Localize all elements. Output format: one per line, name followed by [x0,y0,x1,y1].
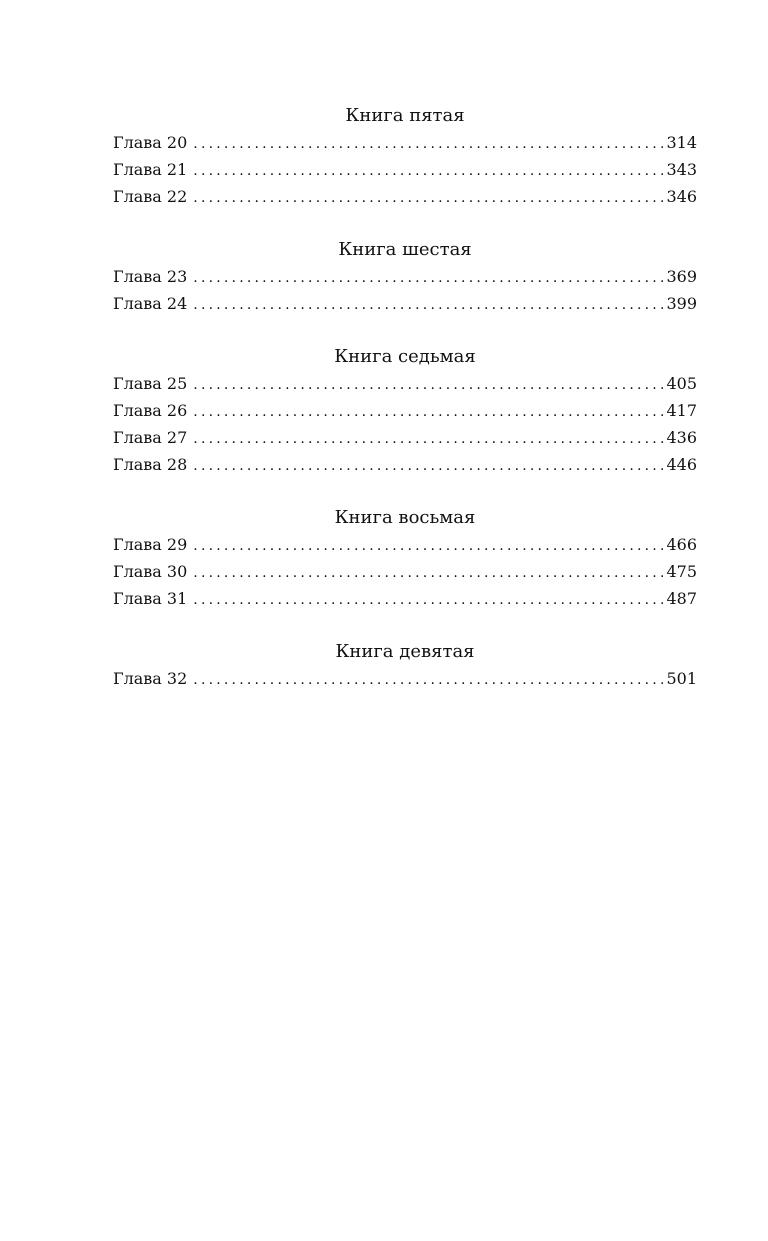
page-number: 399 [666,294,697,313]
toc-entry[interactable] [113,531,697,558]
chapter-label: Глава 27 [113,428,188,447]
page-number: 501 [666,669,697,688]
dot-leader [193,131,663,158]
book-title: Книга пятая [345,105,465,126]
chapter-label: Глава 28 [113,455,188,474]
chapter-label: Глава 26 [113,401,188,420]
toc-entry[interactable] [113,129,697,156]
chapter-label: Глава 20 [113,133,188,152]
page-number: 369 [666,267,697,286]
toc-entry[interactable] [113,424,697,451]
toc-entry[interactable] [113,156,697,183]
book-title: Книга девятая [335,641,475,662]
dot-leader [193,292,663,319]
page-number: 405 [666,374,697,393]
dot-leader [193,158,663,185]
dot-leader [193,560,663,587]
dot-leader [193,587,663,614]
dot-leader [193,185,663,212]
chapter-label: Глава 24 [113,294,188,313]
toc-entry[interactable] [113,558,697,585]
toc-entry[interactable] [113,290,697,317]
toc-entry[interactable] [113,397,697,424]
book-section [113,504,697,612]
toc-entry[interactable] [113,370,697,397]
book-title: Книга седьмая [334,346,476,367]
book-title: Книга шестая [338,239,472,260]
dot-leader [193,426,663,453]
dot-leader [193,372,663,399]
book-section [113,638,697,692]
toc-entry[interactable] [113,183,697,210]
page-number: 314 [666,133,697,152]
dot-leader [193,533,663,560]
page-number: 466 [666,535,697,554]
dot-leader [193,453,663,480]
dot-leader [193,265,663,292]
page-number: 487 [666,589,697,608]
page-number: 343 [666,160,697,179]
book-title: Книга восьмая [334,507,476,528]
page-number: 475 [666,562,697,581]
dot-leader [193,667,663,694]
chapter-label: Глава 25 [113,374,188,393]
chapter-label: Глава 21 [113,160,188,179]
chapter-label: Глава 31 [113,589,188,608]
chapter-label: Глава 30 [113,562,188,581]
chapter-label: Глава 23 [113,267,188,286]
toc-entry[interactable] [113,451,697,478]
page-number: 346 [666,187,697,206]
page-number: 436 [666,428,697,447]
page-number: 417 [666,401,697,420]
toc-entry[interactable] [113,585,697,612]
page-number: 446 [666,455,697,474]
toc-entry[interactable] [113,263,697,290]
toc-entry[interactable] [113,665,697,692]
book-section [113,236,697,317]
table-of-contents [113,102,697,718]
book-section [113,343,697,478]
chapter-label: Глава 32 [113,669,188,688]
dot-leader [193,399,663,426]
book-section [113,102,697,210]
chapter-label: Глава 22 [113,187,188,206]
chapter-label: Глава 29 [113,535,188,554]
